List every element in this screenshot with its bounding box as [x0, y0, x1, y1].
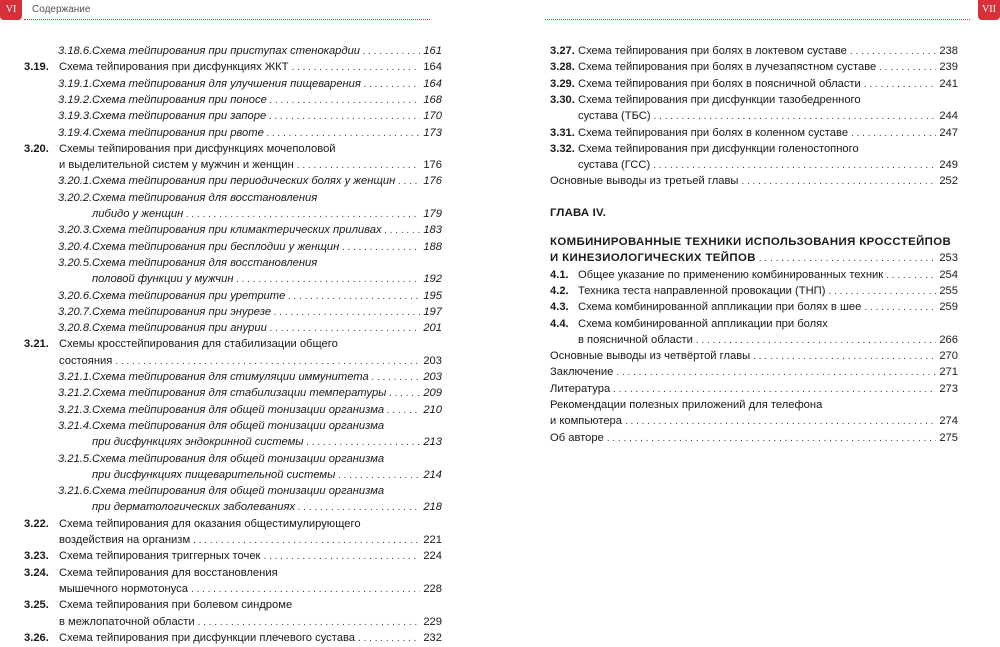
toc-entry-title: КОМБИНИРОВАННЫЕ ТЕХНИКИ ИСПОЛЬЗОВАНИЯ КРОССТЕЙПОВ — [550, 236, 952, 248]
toc-entry-page: 254 — [939, 268, 958, 281]
toc-entry-title: Схема комбинированной аппликации при болях в шее — [578, 301, 862, 314]
dot-leader — [364, 76, 421, 93]
toc-entry-page: 210 — [423, 403, 442, 416]
dot-leader — [270, 320, 420, 337]
toc-entry-page: 271 — [939, 366, 958, 379]
toc-entry — [550, 299, 958, 315]
toc-entry-number: 3.19. — [24, 61, 49, 74]
toc-entry-title: половой функции у мужчин — [92, 273, 234, 286]
dot-leader — [741, 173, 936, 190]
toc-entry-number: 3.26. — [24, 631, 49, 644]
toc-entry — [58, 451, 442, 467]
dot-leader — [613, 381, 936, 398]
running-header-title: Содержание — [32, 4, 91, 15]
toc-entry-number: 3.27. — [550, 45, 575, 57]
toc-entry — [550, 397, 958, 413]
toc-entry-page: 183 — [423, 224, 442, 237]
toc-entry-title: Схема тейпирования для общей тонизации организма — [92, 419, 385, 432]
toc-entry-page: 259 — [939, 301, 958, 314]
toc-entry-page: 232 — [423, 631, 442, 644]
toc-entry-number: 3.20. — [24, 142, 49, 155]
dot-leader — [342, 239, 420, 256]
toc-entry-page: 203 — [423, 354, 442, 367]
toc-entry-number: 3.20.7. — [58, 305, 93, 318]
toc-entry — [24, 516, 442, 532]
toc-entry-number: 3.21.4. — [58, 419, 93, 432]
toc-entry — [550, 316, 958, 332]
toc-entry — [550, 381, 958, 397]
toc-entry-title: Схема тейпирования при рвоте — [92, 126, 264, 139]
toc-entry-number: 3.23. — [24, 550, 49, 563]
toc-entry-title: сустава (ГСС) — [578, 159, 651, 172]
toc-entry-number: 3.19.3. — [58, 110, 93, 123]
toc-entry-title: в поясничной области — [578, 333, 693, 346]
dot-leader — [191, 581, 420, 598]
toc-entry-title: Схема тейпирования при дисфункции тазобедренного — [578, 93, 861, 106]
toc-entry-page: 201 — [423, 322, 442, 335]
toc-entry-number: 3.20.8. — [58, 322, 93, 335]
toc-entry-number: 3.21.5. — [58, 452, 93, 465]
toc-entry-title: ГЛАВА IV. — [550, 206, 607, 219]
toc-entry — [550, 332, 958, 348]
dot-leader — [850, 43, 936, 60]
dot-leader — [851, 125, 936, 142]
toc-entry-page: 173 — [423, 126, 442, 139]
dot-leader — [886, 267, 936, 284]
toc-entry-title: Схема комбинированной аппликации при болях — [578, 317, 828, 330]
toc-entry-number: 3.22. — [24, 517, 49, 530]
toc-entry — [58, 369, 442, 385]
toc-entry-number: 3.21.6. — [58, 485, 93, 498]
toc-entry-page: 161 — [423, 45, 442, 57]
dot-leader — [193, 532, 420, 549]
toc-entry-title: Схема тейпирования для восстановления — [59, 566, 278, 579]
toc-entry — [58, 173, 442, 189]
dot-leader — [759, 250, 936, 267]
toc-entry — [58, 222, 442, 238]
dot-leader — [625, 413, 936, 430]
dot-leader — [307, 434, 421, 451]
toc-entry-title: Схема тейпирования для стимуляции иммунитета — [92, 371, 369, 383]
toc-entry-title: Схема тейпирования при поносе — [92, 93, 267, 106]
toc-entry-title: Схема тейпирования для оказания общестимулирующего — [59, 517, 361, 530]
toc-entry-page: 214 — [423, 468, 442, 481]
toc-entry-page: 170 — [423, 110, 442, 123]
toc-entry-page: 253 — [939, 252, 958, 265]
dot-leader — [387, 402, 420, 419]
toc-entry — [58, 125, 442, 141]
toc-entry-page: 192 — [423, 273, 442, 286]
toc-entry — [58, 76, 442, 92]
toc-entry-page: 270 — [939, 350, 958, 363]
toc-entry-title: Схема тейпирования для стабилизации температуры — [92, 387, 387, 400]
toc-entry — [550, 173, 958, 189]
dot-leader — [696, 332, 936, 349]
toc-entry — [58, 271, 442, 287]
toc-entry-title: Схема тейпирования при болях в лучезапястном суставе — [578, 61, 877, 74]
toc-entry-title: Схема тейпирования для восстановления — [92, 256, 318, 269]
toc-entry-page: 255 — [939, 284, 958, 297]
toc-entry-number: 3.20.2. — [58, 191, 93, 204]
toc-entry-page: 176 — [423, 159, 442, 172]
toc-entry-page: 247 — [939, 126, 958, 139]
toc-entry-number: 3.21.1. — [58, 371, 93, 383]
toc-entry-title: и выделительной систем у мужчин и женщин — [59, 159, 294, 172]
toc-entry-number: 3.19.2. — [58, 93, 93, 106]
dot-leader — [607, 430, 937, 447]
toc-entry-number: 3.20.6. — [58, 289, 93, 302]
toc-entry-title: состояния — [59, 354, 113, 367]
toc-entry-title: при дерматологических заболеваниях — [92, 501, 296, 514]
toc-entry-title: и компьютера — [550, 415, 622, 428]
toc-entry — [58, 499, 442, 515]
dot-leader — [263, 548, 420, 565]
toc-entry — [550, 141, 958, 157]
toc-entry-title: Схема тейпирования при энурезе — [92, 305, 272, 318]
toc-entry — [58, 288, 442, 304]
dot-leader — [879, 59, 936, 76]
toc-entry-number: 3.29. — [550, 77, 575, 90]
toc-entry-page: 213 — [423, 436, 442, 449]
toc-entry-number: 3.31. — [550, 126, 575, 139]
toc-entry-title: сустава (ТБС) — [578, 110, 651, 123]
toc-entry — [58, 402, 442, 418]
toc-entry — [24, 597, 442, 613]
toc-entry-title: Об авторе — [550, 431, 604, 444]
toc-entry-page: 188 — [423, 240, 442, 253]
toc-entry — [550, 364, 958, 380]
toc-entry-number: 3.20.3. — [58, 224, 93, 237]
toc-entry-page: 239 — [939, 61, 958, 74]
toc-entry-title: Схема тейпирования при болях в поясничной области — [578, 77, 861, 90]
toc-entry — [550, 76, 958, 92]
toc-entry-number: 3.19.1. — [58, 77, 93, 90]
toc-entry-title: Схема тейпирования при анурии — [92, 322, 267, 335]
toc-entry — [24, 581, 442, 597]
dot-leader — [292, 59, 421, 76]
toc-entry — [58, 206, 442, 222]
toc-entry-title: Схема тейпирования при бесплодии у женщин — [92, 240, 340, 253]
toc-entry — [58, 108, 442, 124]
toc-entry — [58, 304, 442, 320]
toc-entry — [58, 43, 442, 59]
toc-entry-page: 164 — [423, 61, 442, 74]
toc-entry-title: Схемы тейпирования при дисфункциях мочеполовой — [59, 142, 336, 155]
toc-entry-number: 3.18.6. — [58, 45, 93, 57]
toc-entry — [58, 434, 442, 450]
toc-entry — [550, 125, 958, 141]
toc-entry-page: 229 — [423, 615, 442, 628]
toc-entry-title: Рекомендации полезных приложений для телефона — [550, 399, 823, 411]
toc-entry-number: 3.20.1. — [58, 175, 93, 188]
dot-leader — [115, 353, 420, 370]
dot-leader — [269, 108, 420, 125]
toc-entry-page: 266 — [939, 333, 958, 346]
dot-leader — [398, 173, 420, 190]
toc-entry — [550, 205, 958, 221]
toc-entry-number: 3.25. — [24, 599, 49, 612]
dot-leader — [288, 288, 420, 305]
toc-entry — [550, 92, 958, 108]
toc-entry — [24, 59, 442, 75]
toc-entry — [58, 418, 442, 434]
toc-entry — [550, 250, 958, 266]
dot-leader — [828, 283, 936, 300]
toc-entry — [550, 108, 958, 124]
toc-entry — [58, 467, 442, 483]
toc-entry — [58, 320, 442, 336]
dot-leader — [267, 125, 421, 142]
dot-leader — [358, 630, 420, 647]
left-page-number: VI — [0, 0, 22, 20]
toc-entry-title: Схема тейпирования для общей тонизации организма — [92, 452, 385, 465]
dot-leader — [198, 614, 421, 631]
dot-leader — [753, 348, 936, 365]
toc-entry-page: 238 — [939, 45, 958, 57]
toc-entry — [58, 385, 442, 401]
toc-entry — [550, 267, 958, 283]
dot-leader — [864, 76, 937, 93]
toc-entry-number: 3.20.4. — [58, 240, 93, 253]
toc-entry — [550, 59, 958, 75]
toc-entry-title: Схема тейпирования для восстановления — [92, 191, 318, 204]
toc-entry-number: 3.30. — [550, 93, 575, 106]
dot-leader — [186, 206, 420, 223]
toc-entry-title: Литература — [550, 382, 611, 395]
dot-leader — [363, 43, 420, 60]
toc-entry — [24, 565, 442, 581]
toc-entry-page: 244 — [939, 110, 958, 123]
toc-entry-title: Общее указание по применению комбинированных техник — [578, 268, 884, 281]
dot-leader — [653, 157, 936, 174]
dot-leader — [864, 299, 936, 316]
toc-entry-title: в межлопаточной области — [59, 615, 195, 628]
toc-entry-title: Схема тейпирования при уретрите — [92, 289, 286, 302]
toc-entry-title: либидо у женщин — [92, 208, 184, 220]
toc-entry — [24, 141, 442, 157]
toc-entry-title: Схема тейпирования при периодических болях у женщин — [92, 175, 396, 188]
dot-leader — [236, 271, 420, 288]
toc-entry — [550, 43, 958, 59]
toc-entry-number: 4.3. — [550, 301, 569, 314]
toc-entry-page: 168 — [423, 93, 442, 106]
toc-entry-page: 164 — [423, 77, 442, 90]
toc-entry-title: Схема тейпирования при дисфункции голеностопного — [578, 142, 859, 155]
toc-entry-title: при дисфункциях пищеварительной системы — [92, 468, 336, 481]
toc-entry-page: 179 — [423, 208, 442, 220]
toc-entry-number: 3.28. — [550, 61, 575, 74]
toc-entry — [550, 157, 958, 173]
right-page-number: VII — [978, 0, 1000, 20]
toc-entry-page: 224 — [423, 550, 442, 563]
left-header-rule — [24, 19, 430, 20]
toc-entry-page: 195 — [423, 289, 442, 302]
toc-entry — [58, 255, 442, 271]
toc-entry-page: 252 — [939, 175, 958, 188]
toc-entry-number: 3.24. — [24, 566, 49, 579]
toc-entry — [550, 430, 958, 446]
toc-entry-title: Схема тейпирования триггерных точек — [59, 550, 261, 563]
toc-entry-page: 197 — [423, 305, 442, 318]
toc-entry-number: 3.21.2. — [58, 387, 93, 400]
toc-entry — [550, 348, 958, 364]
toc-entry-page: 218 — [423, 501, 442, 514]
toc-entry-title: Схема тейпирования при запоре — [92, 110, 267, 123]
dot-leader — [274, 304, 420, 321]
dot-leader — [298, 499, 420, 516]
toc-entry — [24, 336, 442, 352]
toc-entry-number: 3.32. — [550, 142, 575, 155]
toc-entry-page: 209 — [423, 387, 442, 400]
toc-entry — [550, 413, 958, 429]
toc-entry-title: Схемы кросстейпирования для стабилизации общего — [59, 338, 338, 351]
toc-entry-number: 4.1. — [550, 268, 569, 281]
toc-entry-title: Схема тейпирования при дисфункциях ЖКТ — [59, 61, 289, 74]
toc-entry — [58, 239, 442, 255]
toc-entry-page: 228 — [423, 582, 442, 595]
dot-leader — [616, 364, 936, 381]
toc-entry-title: Схема тейпирования для улучшения пищеварения — [92, 77, 361, 90]
dot-leader — [389, 385, 420, 402]
toc-entry-title: Схема тейпирования при дисфункции плечевого сустава — [59, 631, 356, 644]
toc-entry-page: 273 — [939, 382, 958, 395]
toc-entry — [24, 548, 442, 564]
toc-entry-number: 3.21. — [24, 338, 49, 351]
toc-entry-number: 4.4. — [550, 317, 569, 330]
dot-leader — [654, 108, 937, 125]
toc-entry-page: 275 — [939, 431, 958, 444]
toc-entry-title: Схема тейпирования при приступах стенокардии — [92, 45, 361, 57]
toc-entry-title: Схема тейпирования для общей тонизации организма — [92, 403, 385, 416]
dot-leader — [372, 369, 421, 386]
toc-entry-page: 249 — [939, 159, 958, 172]
toc-entry-title: Схема тейпирования при болевом синдроме — [59, 599, 293, 612]
toc-entry-title: Схема тейпирования при болях в локтевом суставе — [578, 45, 847, 57]
toc-entry-title: Основные выводы из четвёртой главы — [550, 350, 751, 363]
toc-entry — [58, 483, 442, 499]
toc-entry-page: 241 — [939, 77, 958, 90]
toc-entry-number: 4.2. — [550, 284, 569, 297]
toc-entry-title: Основные выводы из третьей главы — [550, 175, 739, 188]
toc-entry — [24, 532, 442, 548]
toc-entry — [24, 353, 442, 369]
toc-entry-page: 176 — [423, 175, 442, 188]
dot-leader — [385, 222, 421, 239]
toc-entry — [58, 92, 442, 108]
dot-leader — [270, 92, 421, 109]
toc-entry-page: 203 — [423, 371, 442, 383]
toc-entry-page: 274 — [939, 415, 958, 428]
toc-entry-title: Техника теста направленной провокации (ТНП) — [578, 284, 826, 297]
toc-entry-title: И КИНЕЗИОЛОГИЧЕСКИХ ТЕЙПОВ — [550, 252, 756, 265]
toc-entry-title: воздействия на организм — [59, 534, 191, 546]
toc-entry-number: 3.21.3. — [58, 403, 93, 416]
toc-entry — [550, 234, 958, 250]
toc-entry-title: Схема тейпирования для общей тонизации организма — [92, 485, 385, 498]
toc-entry-title: Схема тейпирования при болях в коленном суставе — [578, 126, 849, 139]
toc-entry — [24, 614, 442, 630]
dot-leader — [297, 157, 421, 174]
toc-entry — [58, 190, 442, 206]
toc-entry-number: 3.20.5. — [58, 256, 93, 269]
toc-entry-title: Схема тейпирования при климактерических приливах — [92, 224, 382, 237]
toc-entry-title: мышечного нормотонуса — [59, 582, 188, 595]
toc-entry-title: Заключение — [550, 366, 614, 379]
right-header-rule — [545, 19, 970, 20]
toc-entry — [550, 283, 958, 299]
toc-entry-title: при дисфункциях эндокринной системы — [92, 436, 304, 449]
toc-entry — [24, 157, 442, 173]
dot-leader — [338, 467, 420, 484]
toc-entry-number: 3.19.4. — [58, 126, 93, 139]
toc-entry-page: 221 — [423, 534, 442, 546]
toc-entry — [24, 630, 442, 646]
